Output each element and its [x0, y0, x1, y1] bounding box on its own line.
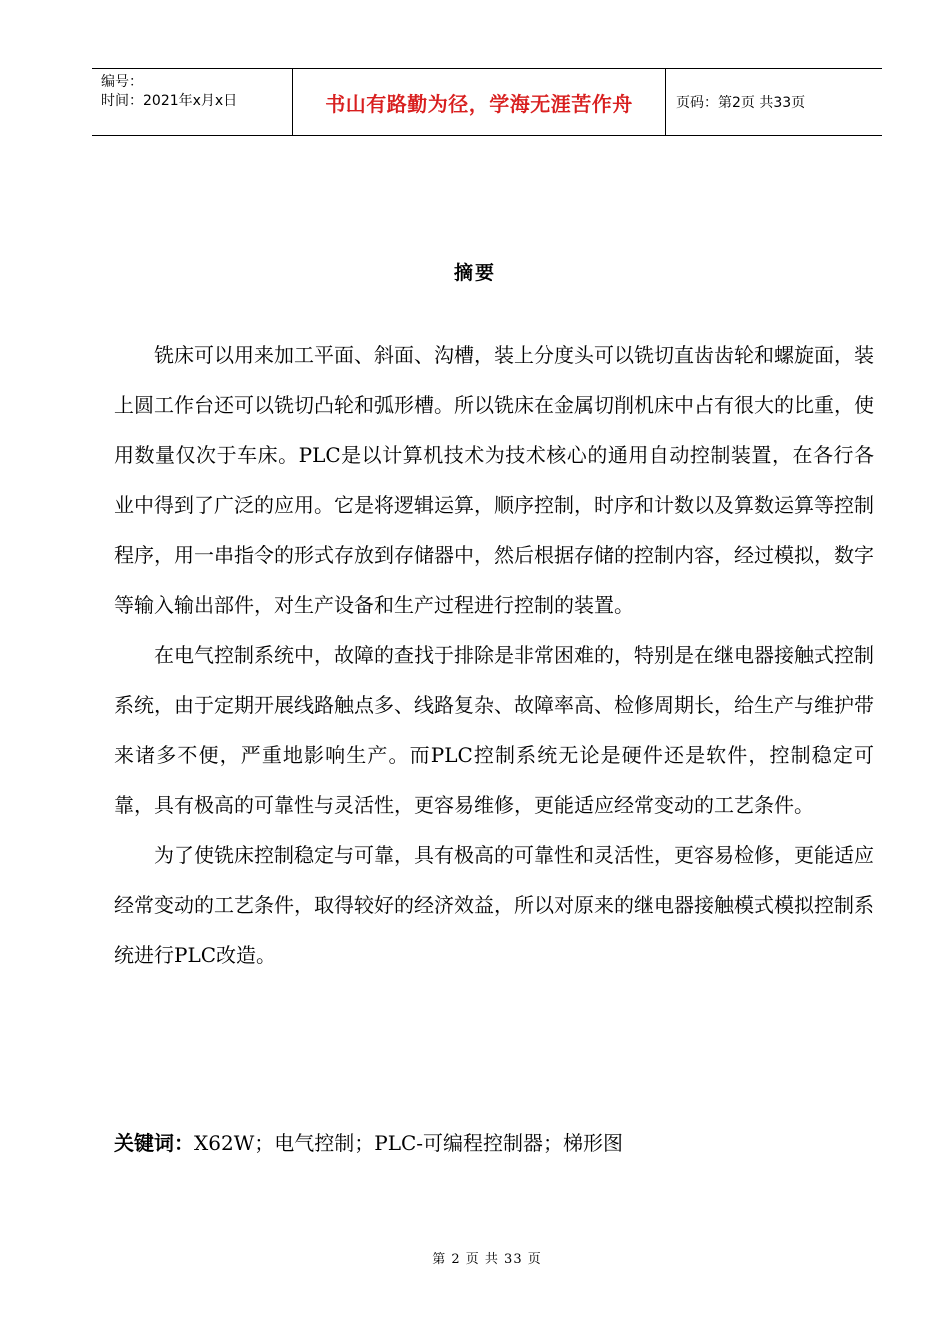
abstract-body [114, 330, 874, 980]
header-page-cell [666, 69, 882, 135]
page-title: 摘要 [453, 262, 496, 284]
number-label: 编号： [101, 74, 143, 90]
abstract-paragraph-1: 铣床可以用来加工平面、斜面、沟槽，装上分度头可以铣切直齿齿轮和螺旋面，装上圆工作台还可以铣切凸轮和弧形槽。所以铣床在金属切削机床中占有很大的比重，使用数量仅次于车床。PLC是以计算机技术为技术核心的通用自动控制装置，在各行各业中得到了广泛的应用。它是将逻辑运算，顺序控制，时序和计数以及算数运算等控制程序，用一串指令的形式存放到存储器中，然后根据存储的控制内容，经过模拟，数字等输入输出部件，对生产设备和生产过程进行控制的装置。 [114, 343, 874, 617]
header-page-info: 页码：第2页 共33页 [676, 95, 806, 111]
page-footer: 第 2 页 共 33 页 [432, 1252, 542, 1267]
header-meta-cell [92, 69, 293, 135]
header-motto: 书山有路勤为径，学海无涯苦作舟 [325, 91, 633, 116]
keywords-line [114, 1126, 623, 1160]
keywords-label: 关键词： [114, 1131, 194, 1155]
header-motto-cell [293, 69, 666, 135]
keywords-text: X62W；电气控制；PLC-可编程控制器；梯形图 [194, 1131, 624, 1155]
abstract-paragraph-2: 在电气控制系统中，故障的查找于排除是非常困难的，特别是在继电器接触式控制系统，由于定期开展线路触点多、线路复杂、故障率高、检修周期长，给生产与维护带来诸多不便，严重地影响生产。而PLC控制系统无论是硬件还是软件，控制稳定可靠，具有极高的可靠性与灵活性，更容易维修，更能适应经常变动的工艺条件。 [114, 643, 874, 817]
abstract-paragraph-3: 为了使铣床控制稳定与可靠，具有极高的可靠性和灵活性，更容易检修，更能适应经常变动的工艺条件，取得较好的经济效益，所以对原来的继电器接触模式模拟控制系统进行PLC改造。 [114, 843, 874, 967]
document-header [92, 68, 882, 136]
time-label: 时间：2021年x月x日 [101, 93, 238, 109]
